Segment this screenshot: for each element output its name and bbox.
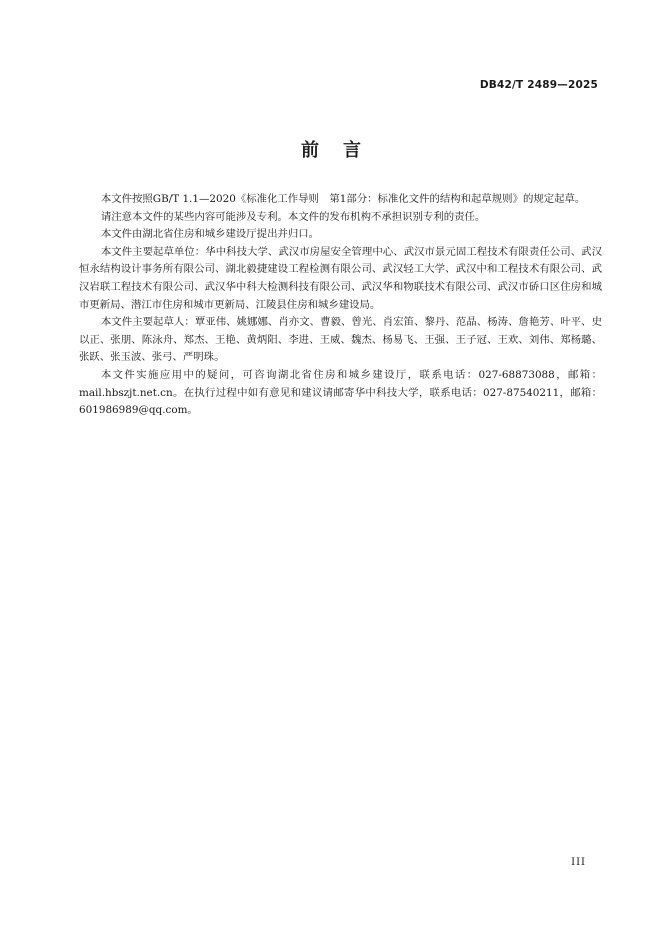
page-number: III (571, 857, 586, 868)
paragraph-patent-notice: 请注意本文件的某些内容可能涉及专利。本文件的发布机构不承担识别专利的责任。 (100, 210, 486, 223)
page-title: 前言 (301, 140, 385, 161)
paragraph-proposer: 本文件由湖北省住房和城乡建设厅提出并归口。 (100, 228, 320, 241)
paragraph-drafting-units: 本文件主要起草单位：华中科技大学、武汉市房屋安全管理中心、武汉市景元固工程技术有限责任公司、武汉恒永结构设计事务所有限公司、湖北毅捷建设工程检测有限公司、武汉轻工大学、武汉中和工程技术有限公司、武汉岩联工程技术有限公司、武汉华中科大检测科技有限公司、武汉华和物联技术有限公司、武汉市硚口区住房和城市更新局、潜江市住房和城市更新局、江陵县住房和城乡建设局。 (79, 245, 602, 311)
paragraph-contact: 本文件实施应用中的疑问，可咨询湖北省住房和城乡建设厅，联系电话：027-68873088，邮箱：mail.hbszjt.net.cn。在执行过程中如有意见和建议请邮寄华中科技大学，联系电话：027-87540211，邮箱：601986989@qq.com。 (79, 368, 602, 417)
foreword-body (79, 191, 602, 420)
paragraph-drafting-rules: 本文件按照GB/T 1.1—2020《标准化工作导则 第1部分：标准化文件的结构和起草规则》的规定起草。 (100, 193, 586, 205)
paragraph-drafters: 本文件主要起草人：覃亚伟、姚娜娜、肖亦文、曹毅、曾光、肖宏笛、黎丹、范晶、杨涛、詹艳芳、叶平、史以正、张朋、陈泳舟、郑杰、王艳、黄炳阳、李进、王威、魏杰、杨易飞、王强、王子冠、王欢、刘伟、郑杨璐、张跃、张玉波、张弓、严明珠。 (79, 316, 602, 364)
document-code: DB42/T 2489—2025 (479, 79, 598, 91)
